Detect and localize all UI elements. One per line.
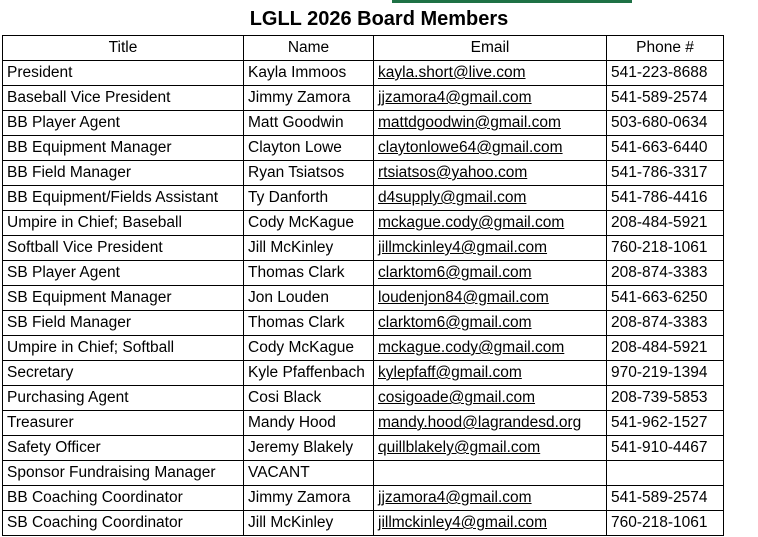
selected-column-indicator [392,0,632,3]
table-row [3,186,724,211]
cell-phone[interactable]: 208-484-5921 [607,211,724,236]
cell-name[interactable]: Jill McKinley [244,511,374,536]
table-row [3,286,724,311]
cell-email[interactable]: kylepfaff@gmail.com [374,361,607,386]
cell-name[interactable]: Thomas Clark [244,261,374,286]
cell-title[interactable]: Softball Vice President [3,236,244,261]
cell-title[interactable]: President [3,61,244,86]
cell-phone[interactable]: 541-589-2574 [607,86,724,111]
cell-name[interactable]: Mandy Hood [244,411,374,436]
cell-email[interactable] [374,461,607,486]
cell-phone[interactable]: 503-680-0634 [607,111,724,136]
header-name[interactable]: Name [244,36,374,61]
cell-title[interactable]: Safety Officer [3,436,244,461]
cell-email[interactable]: jillmckinley4@gmail.com [374,236,607,261]
cell-title[interactable]: SB Coaching Coordinator [3,511,244,536]
cell-title[interactable]: Umpire in Chief; Softball [3,336,244,361]
cell-phone[interactable]: 541-962-1527 [607,411,724,436]
table-row [3,411,724,436]
cell-title[interactable]: Secretary [3,361,244,386]
cell-email[interactable]: quillblakely@gmail.com [374,436,607,461]
cell-title[interactable]: Sponsor Fundraising Manager [3,461,244,486]
cell-name[interactable]: Ryan Tsiatsos [244,161,374,186]
cell-email[interactable]: cosigoade@gmail.com [374,386,607,411]
cell-title[interactable]: SB Field Manager [3,311,244,336]
cell-name[interactable]: Cody McKague [244,211,374,236]
cell-name[interactable]: Kyle Pfaffenbach [244,361,374,386]
cell-name[interactable]: Kayla Immoos [244,61,374,86]
cell-phone[interactable]: 760-218-1061 [607,236,724,261]
cell-phone[interactable]: 208-739-5853 [607,386,724,411]
cell-name[interactable]: Matt Goodwin [244,111,374,136]
cell-phone[interactable]: 208-874-3383 [607,261,724,286]
cell-name[interactable]: Jon Louden [244,286,374,311]
cell-email[interactable]: jillmckinley4@gmail.com [374,511,607,536]
cell-name[interactable]: Jill McKinley [244,236,374,261]
cell-title[interactable]: BB Equipment Manager [3,136,244,161]
cell-phone[interactable]: 541-786-3317 [607,161,724,186]
cell-phone[interactable]: 541-589-2574 [607,486,724,511]
table-row [3,236,724,261]
cell-email[interactable]: kayla.short@live.com [374,61,607,86]
table-row [3,61,724,86]
cell-email[interactable]: mandy.hood@lagrandesd.org [374,411,607,436]
table-row [3,136,724,161]
table-row [3,486,724,511]
table-row [3,86,724,111]
cell-phone[interactable]: 541-663-6250 [607,286,724,311]
cell-title[interactable]: Purchasing Agent [3,386,244,411]
cell-title[interactable]: SB Player Agent [3,261,244,286]
cell-name[interactable]: Jimmy Zamora [244,486,374,511]
cell-title[interactable]: BB Player Agent [3,111,244,136]
table-row [3,311,724,336]
header-phone[interactable]: Phone # [607,36,724,61]
cell-email[interactable]: d4supply@gmail.com [374,186,607,211]
cell-phone[interactable]: 208-874-3383 [607,311,724,336]
header-title[interactable]: Title [3,36,244,61]
cell-name[interactable]: Thomas Clark [244,311,374,336]
table-row [3,436,724,461]
board-members-table [2,35,724,536]
table-row [3,336,724,361]
cell-name[interactable]: Jimmy Zamora [244,86,374,111]
cell-name[interactable]: Clayton Lowe [244,136,374,161]
table-row [3,361,724,386]
table-row [3,111,724,136]
cell-email[interactable]: clarktom6@gmail.com [374,261,607,286]
cell-name[interactable]: Cosi Black [244,386,374,411]
cell-phone[interactable]: 541-663-6440 [607,136,724,161]
cell-email[interactable]: rtsiatsos@yahoo.com [374,161,607,186]
table-row [3,161,724,186]
cell-email[interactable]: jjzamora4@gmail.com [374,486,607,511]
cell-phone[interactable]: 541-786-4416 [607,186,724,211]
cell-phone[interactable]: 541-223-8688 [607,61,724,86]
cell-email[interactable]: mckague.cody@gmail.com [374,211,607,236]
cell-name[interactable]: VACANT [244,461,374,486]
cell-phone[interactable]: 970-219-1394 [607,361,724,386]
cell-title[interactable]: Umpire in Chief; Baseball [3,211,244,236]
cell-name[interactable]: Cody McKague [244,336,374,361]
table-row [3,211,724,236]
cell-title[interactable]: BB Equipment/Fields Assistant [3,186,244,211]
cell-phone[interactable]: 760-218-1061 [607,511,724,536]
cell-email[interactable]: jjzamora4@gmail.com [374,86,607,111]
cell-email[interactable]: mattdgoodwin@gmail.com [374,111,607,136]
cell-email[interactable]: claytonlowe64@gmail.com [374,136,607,161]
header-row [3,36,724,61]
cell-title[interactable]: Treasurer [3,411,244,436]
table-row [3,386,724,411]
cell-phone[interactable]: 208-484-5921 [607,336,724,361]
cell-title[interactable]: SB Equipment Manager [3,286,244,311]
table-row [3,461,724,486]
cell-email[interactable]: mckague.cody@gmail.com [374,336,607,361]
cell-name[interactable]: Jeremy Blakely [244,436,374,461]
cell-title[interactable]: BB Coaching Coordinator [3,486,244,511]
cell-phone[interactable]: 541-910-4467 [607,436,724,461]
cell-phone[interactable] [607,461,724,486]
sheet-title: LGLL 2026 Board Members [249,8,509,30]
cell-title[interactable]: Baseball Vice President [3,86,244,111]
cell-email[interactable]: loudenjon84@gmail.com [374,286,607,311]
cell-title[interactable]: BB Field Manager [3,161,244,186]
cell-name[interactable]: Ty Danforth [244,186,374,211]
table-row [3,261,724,286]
table-row [3,511,724,536]
cell-email[interactable]: clarktom6@gmail.com [374,311,607,336]
header-email[interactable]: Email [374,36,607,61]
